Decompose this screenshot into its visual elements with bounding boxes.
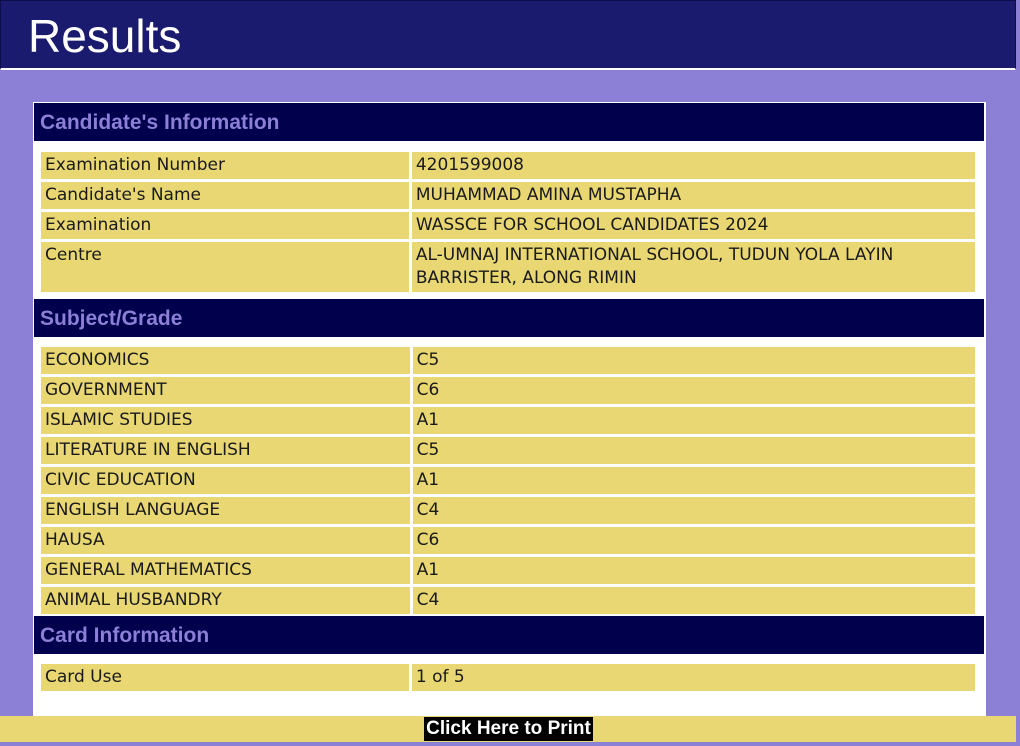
table-row — [41, 407, 975, 434]
candidate-info-table — [41, 149, 975, 295]
table-row — [41, 242, 975, 292]
subject-grade: C6 — [413, 377, 975, 404]
page-title: Results — [28, 10, 182, 62]
subject-grade: C4 — [413, 587, 975, 614]
field-label: Examination — [41, 212, 412, 239]
print-button[interactable]: Click Here to Print — [424, 717, 593, 741]
table-row — [41, 557, 975, 584]
subject-grade-heading: Subject/Grade — [40, 307, 183, 330]
subject-grade: C4 — [413, 497, 975, 524]
subject-name: LITERATURE IN ENGLISH — [41, 437, 413, 464]
card-info-heading: Card Information — [40, 624, 210, 647]
subject-name: CIVIC EDUCATION — [41, 467, 413, 494]
subject-name: ISLAMIC STUDIES — [41, 407, 413, 434]
subject-name: GOVERNMENT — [41, 377, 413, 404]
field-value: 4201599008 — [412, 152, 975, 179]
field-label: Centre — [41, 242, 412, 292]
table-row — [41, 587, 975, 614]
table-row — [41, 212, 975, 239]
candidate-info-heading: Candidate's Information — [40, 111, 280, 134]
table-row — [41, 152, 975, 179]
table-row — [41, 664, 975, 691]
table-row — [41, 497, 975, 524]
field-label: Examination Number — [41, 152, 412, 179]
table-row — [41, 347, 975, 374]
results-panel — [33, 102, 986, 722]
subject-name: ECONOMICS — [41, 347, 413, 374]
table-row — [41, 182, 975, 209]
subject-name: ANIMAL HUSBANDRY — [41, 587, 413, 614]
field-label: Candidate's Name — [41, 182, 412, 209]
subject-name: HAUSA — [41, 527, 413, 554]
subject-grade: C5 — [413, 437, 975, 464]
subject-grade: A1 — [413, 557, 975, 584]
field-value: WASSCE FOR SCHOOL CANDIDATES 2024 — [412, 212, 975, 239]
field-label: Card Use — [41, 664, 412, 691]
field-value: 1 of 5 — [412, 664, 975, 691]
table-row — [41, 377, 975, 404]
table-row — [41, 527, 975, 554]
subject-grade: A1 — [413, 467, 975, 494]
header-bar — [0, 0, 1016, 70]
card-info-header — [34, 616, 984, 654]
subject-grade: C5 — [413, 347, 975, 374]
table-row — [41, 437, 975, 464]
table-row — [41, 467, 975, 494]
subject-grade-table — [41, 344, 975, 617]
field-value: MUHAMMAD AMINA MUSTAPHA — [412, 182, 975, 209]
subject-grade: A1 — [413, 407, 975, 434]
subject-name: GENERAL MATHEMATICS — [41, 557, 413, 584]
candidate-info-header — [34, 103, 984, 141]
card-info-table — [41, 661, 975, 694]
field-value: AL-UMNAJ INTERNATIONAL SCHOOL, TUDUN YOLA LAYIN BARRISTER, ALONG RIMIN — [412, 242, 975, 292]
subject-grade: C6 — [413, 527, 975, 554]
subject-grade-header — [34, 299, 984, 337]
subject-name: ENGLISH LANGUAGE — [41, 497, 413, 524]
